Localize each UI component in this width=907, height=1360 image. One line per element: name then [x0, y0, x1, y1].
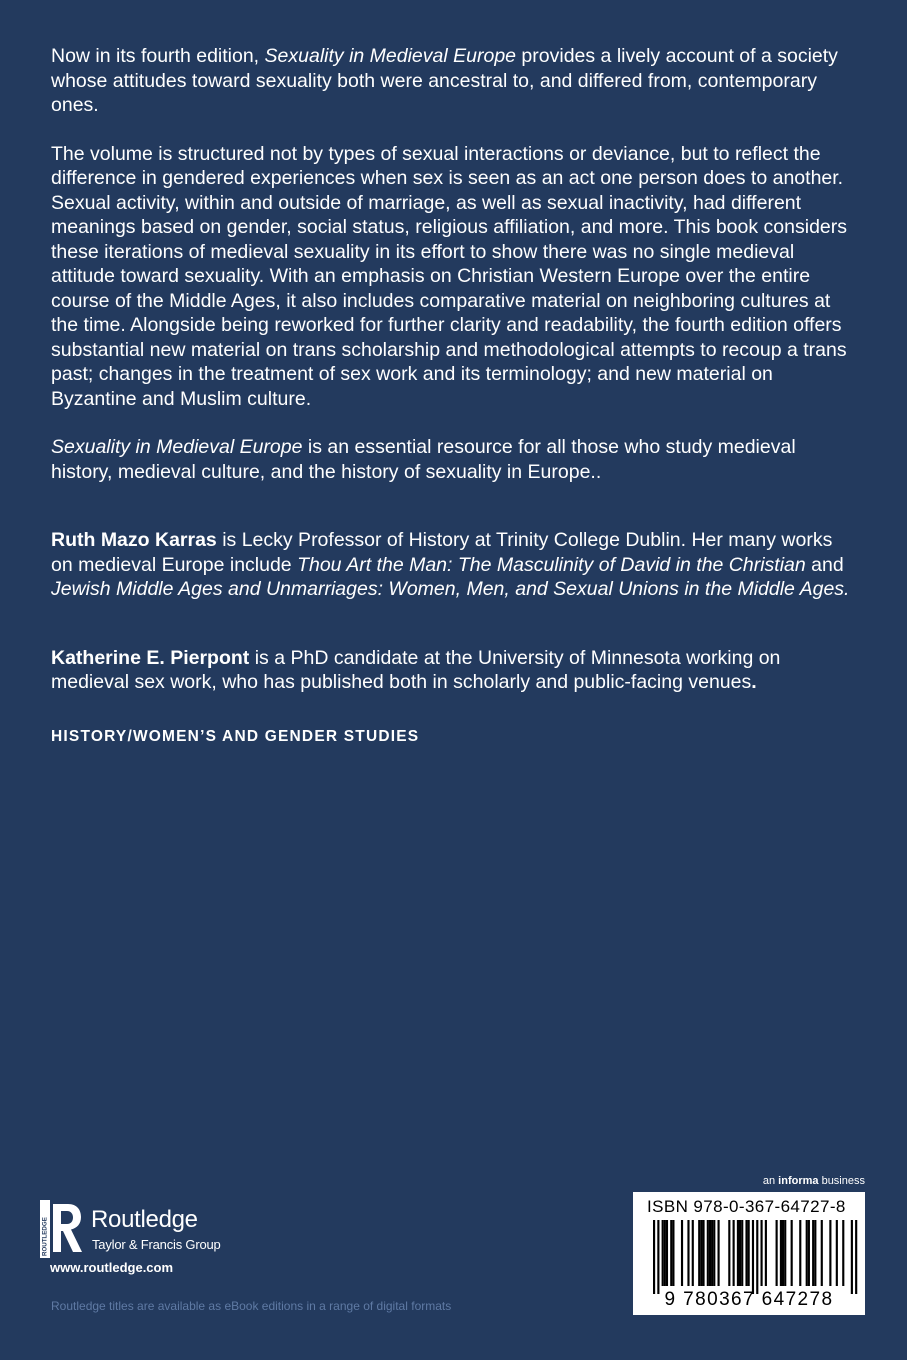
barcode-bar — [829, 1220, 831, 1286]
barcode-bar — [836, 1220, 838, 1286]
barcode-bar — [799, 1220, 801, 1286]
barcode-bar — [687, 1220, 689, 1286]
barcode-bar — [855, 1220, 857, 1294]
barcode-bar — [739, 1220, 741, 1286]
routledge-logo — [40, 1200, 300, 1260]
barcode-bar — [780, 1220, 782, 1286]
barcode-bar — [784, 1220, 786, 1286]
publisher-url[interactable]: www.routledge.com — [50, 1260, 174, 1275]
barcode-bar — [662, 1220, 664, 1286]
routledge-r-icon — [40, 1200, 84, 1258]
blurb-paragraph-2: The volume is structured not by types of sexual interactions or deviance, but to reflect the difference in gendered experiences when sex is seen as an act one person does to another. Sexual activity, within and outside of marriage, as well as sexual inactivity, had different meanings based on gender, social status, religious affiliation, and more. This book considers these iterations of medieval sexuality in its effort to show there was no single medieval attitude toward sexuality. With an emphasis on Christian Western Europe over the entire course of the Middle Ages, it also includes comparative material on neighboring cultures at the time. Alongside being reworked for further clarity and readability, the fourth edition offers substantial new material on trans scholarship and methodological attempts to recoup a trans past; changes in the treatment of sex work and its terminology; and new material on Byzantine and Muslim culture. — [51, 142, 847, 410]
author-bio-pierpont: Katherine E. Pierpont is a PhD candidate at the University of Minnesota working on medieval sex work, who has published both in scholarly and public-facing venues. — [51, 646, 781, 693]
barcode-bar — [765, 1220, 767, 1286]
book-title: Sexuality in Medieval Europe — [264, 45, 517, 67]
author-name: Katherine E. Pierpont — [51, 646, 250, 669]
isbn-label: ISBN 978-0-367-64727-8 — [647, 1197, 846, 1216]
blurb-paragraph-1: Now in its fourth edition, Sexuality in Medieval Europe provides a lively account of a society whose attitudes toward sexuality both were ancestral to, and differed from, contemporary ones. — [51, 45, 838, 116]
barcode-bar — [713, 1220, 715, 1286]
barcode-bar — [741, 1220, 743, 1286]
barcode-bar — [821, 1220, 823, 1286]
barcode-bar — [653, 1220, 655, 1294]
barcode-bar — [711, 1220, 713, 1286]
barcode-bar — [791, 1220, 793, 1286]
barcode-bar — [666, 1220, 668, 1286]
back-cover-text — [51, 44, 851, 749]
barcode-bar — [700, 1220, 702, 1286]
ebook-note: Routledge titles are available as eBook editions in a range of digital formats — [51, 1299, 452, 1313]
barcode-bar — [812, 1220, 814, 1286]
barcode-bar — [728, 1220, 730, 1286]
book-title: Sexuality in Medieval Europe — [51, 436, 303, 458]
barcode-bar — [756, 1220, 758, 1294]
barcode-bar — [664, 1220, 666, 1286]
barcode-bar — [681, 1220, 683, 1286]
barcode-bar — [782, 1220, 784, 1286]
barcode-digits: 9 780367 647278 — [664, 1289, 834, 1310]
barcode-bar — [842, 1220, 844, 1286]
barcode-bar — [718, 1220, 720, 1286]
barcode-bar — [851, 1220, 853, 1294]
informa-tagline: an informa business — [762, 1175, 865, 1187]
barcode-bar — [657, 1220, 659, 1294]
subject-category: HISTORY/WOMEN’S AND GENDER STUDIES — [51, 727, 420, 745]
barcode-bar — [733, 1220, 735, 1286]
barcode-bar — [698, 1220, 700, 1286]
isbn-barcode — [633, 1192, 865, 1315]
publisher-group: Taylor & Francis Group — [92, 1237, 221, 1252]
barcode-bar — [670, 1220, 672, 1286]
barcode-bar — [737, 1220, 739, 1286]
barcode-bar — [814, 1220, 816, 1286]
svg-text:ROUTLEDGE: ROUTLEDGE — [41, 1217, 49, 1256]
publisher-name: Routledge — [91, 1206, 198, 1233]
barcode-bar — [776, 1220, 778, 1286]
barcode-bar — [692, 1220, 694, 1286]
barcode-bar — [806, 1220, 808, 1286]
author-name: Ruth Mazo Karras — [51, 529, 217, 551]
barcode-bar — [709, 1220, 711, 1286]
barcode-bar — [808, 1220, 810, 1286]
barcode-bar — [761, 1220, 763, 1286]
barcode-bar — [702, 1220, 704, 1286]
barcode-bar — [745, 1220, 747, 1286]
blurb-paragraph-3: Sexuality in Medieval Europe is an essential resource for all those who study medieval history, medieval culture, and the history of sexuality in Europe.. — [51, 436, 796, 483]
barcode-bar — [707, 1220, 709, 1286]
author-bio-karras: Ruth Mazo Karras is Lecky Professor of History at Trinity College Dublin. Her many works on medieval Europe include Thou Art the Man: The Masculinity of David in the Christian and Jewish Middle Ages and Unmarriages: Women, Men, and Sexual Unions in the Middle Ages. — [51, 529, 850, 600]
barcode-bar — [672, 1220, 674, 1286]
barcode-bar — [752, 1220, 754, 1294]
barcode-bar — [748, 1220, 750, 1286]
